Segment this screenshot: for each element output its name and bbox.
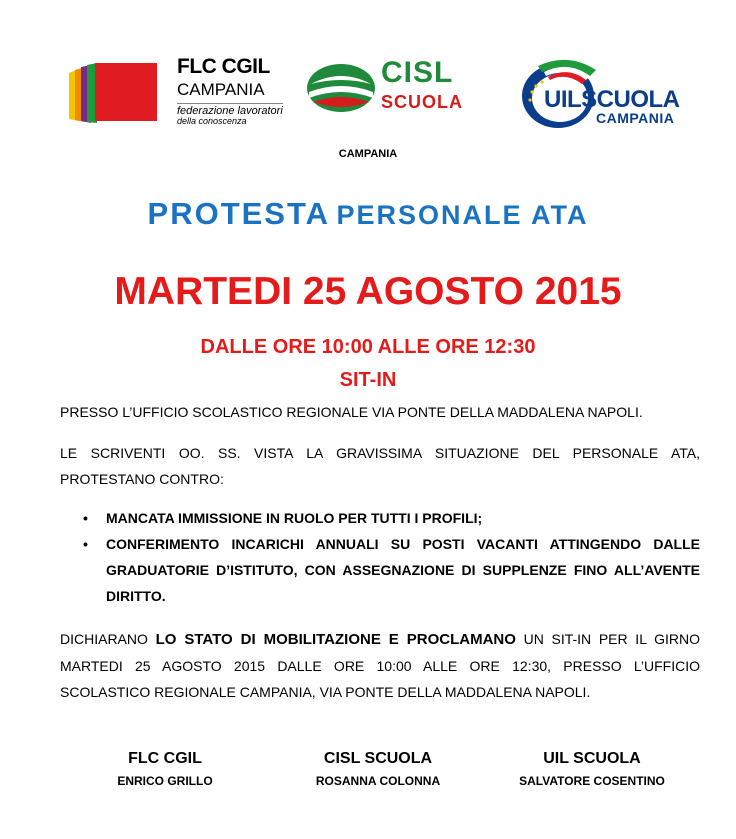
uil-title: UILSCUOLA: [544, 86, 680, 113]
event-hours: DALLE ORE 10:00 ALLE ORE 12:30: [200, 336, 536, 358]
protest-list: [78, 505, 700, 609]
intro-paragraph: LE SCRIVENTI OO. SS. VISTA LA GRAVISSIMA SITUAZIONE DEL PERSONALE ATA, PROTESTANO CONTRO:: [60, 445, 700, 487]
list-item-text: MANCATA IMMISSIONE IN RUOLO PER TUTTI I PROFILI;: [106, 510, 483, 526]
event-type: SIT-IN: [339, 369, 397, 391]
title-word-personale-ata: PERSONALE ATA: [336, 200, 589, 230]
flc-cgil-logo: [65, 53, 285, 128]
declaration-bold: LO STATO DI MOBILITAZIONE E PROCLAMANO: [155, 631, 516, 648]
signature-person: SALVATORE COSENTINO: [519, 774, 665, 788]
title-word-protesta: PROTESTA: [147, 196, 331, 231]
page-title: [0, 196, 736, 232]
declaration-rest: UN SIT-IN PER IL GIRNO MARTEDI 25 AGOSTO 2015 DALLE ORE 10:00 ALLE ORE 12:30, PRESSO L’UFFICIO SCOLASTICO REGIONALE CAMPANIA, VIA PONTE DELLA MADDALENA NAPOLI.: [60, 631, 701, 700]
signature-cisl: [258, 750, 498, 788]
flc-title: FLC CGIL: [177, 55, 270, 78]
flc-tagline-1: federazione lavoratori: [177, 105, 283, 117]
cisl-scuola-logo: [305, 58, 495, 118]
flc-flag-icon: [65, 61, 160, 123]
uil-scuola-logo: [518, 52, 698, 132]
signature-org: CISL SCUOLA: [323, 750, 433, 767]
list-item-text: CONFERIMENTO INCARICHI ANNUALI SU POSTI VACANTI ATTINGENDO DALLE GRADUATORIE D’ISTITUTO, CON ASSEGNAZIONE DI SUPPLENZE FINO ALL’AVENTE DIRITTO.: [106, 536, 700, 604]
declaration-lead: DICHIARANO: [60, 631, 148, 647]
cisl-subtitle: SCUOLA: [381, 92, 463, 112]
signature-org: UIL SCUOLA: [543, 750, 641, 767]
logos-header: [0, 48, 736, 138]
cisl-globe-icon: [305, 62, 377, 114]
flc-region: CAMPANIA: [177, 80, 265, 99]
declaration-paragraph: [60, 626, 700, 705]
list-item: [78, 505, 700, 531]
event-date: MARTEDI 25 AGOSTO 2015: [114, 270, 622, 313]
signature-org: FLC CGIL: [128, 750, 202, 767]
location-paragraph: PRESSO L’UFFICIO SCOLASTICO REGIONALE VIA PONTE DELLA MADDALENA NAPOLI.: [60, 404, 643, 420]
signature-person: ROSANNA COLONNA: [315, 774, 441, 788]
signature-person: ENRICO GRILLO: [117, 774, 213, 788]
cisl-title: CISL: [381, 56, 454, 89]
uil-region: CAMPANIA: [596, 110, 675, 126]
flc-tagline-2: della conoscenza: [177, 116, 247, 126]
list-item: [78, 531, 700, 609]
bullet-icon: •: [83, 510, 88, 526]
signature-uil: [472, 750, 712, 788]
signature-flc: [45, 750, 285, 788]
bullet-icon: •: [83, 536, 88, 552]
region-label: CAMPANIA: [338, 148, 398, 160]
